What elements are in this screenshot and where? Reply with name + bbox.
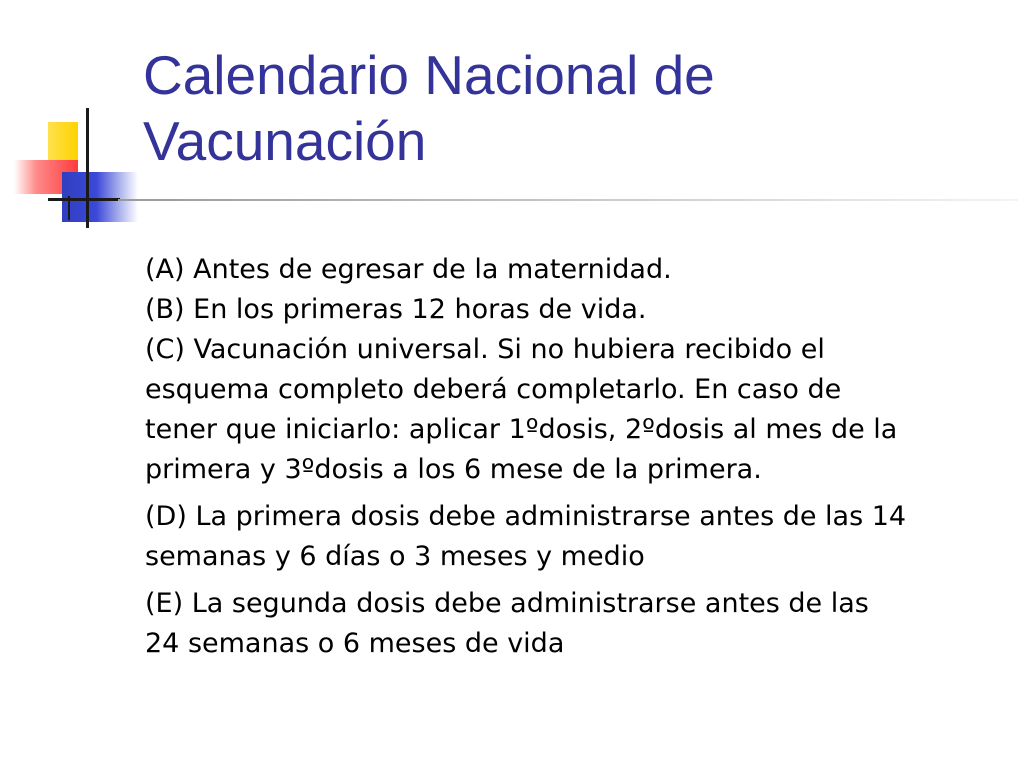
slide-body: [145, 250, 1005, 671]
text-line: (D) La primera dosis debe administrarse antes de las 14: [145, 501, 907, 532]
text-line: esquema completo deberá completarlo. En caso de: [145, 374, 842, 405]
text-line: (C) Vacunación universal. Si no hubiera recibido el: [145, 334, 825, 365]
text-line: tener que iniciarlo: aplicar 1ºdosis, 2ºdosis al mes de la: [145, 414, 898, 445]
decorative-blocks: [0, 0, 140, 240]
slide-title: [143, 42, 1003, 174]
text-line: semanas y 6 días o 3 meses y medio: [145, 541, 645, 572]
slide-title-line-2: Vacunación: [143, 110, 427, 172]
horizontal-rule-dark: [48, 198, 120, 201]
title-underline: [118, 199, 1018, 201]
text-line: 24 semanas o 6 meses de vida: [145, 628, 565, 659]
text-line: (B) En los primeras 12 horas de vida.: [145, 294, 647, 325]
blue-square-decoration: [62, 172, 138, 222]
text-line: (A) Antes de egresar de la maternidad.: [145, 254, 672, 285]
paragraph-d: [145, 497, 1005, 577]
text-line: (E) La segunda dosis debe administrarse antes de las: [145, 588, 869, 619]
paragraph-e: [145, 584, 1005, 664]
paragraph-a-b-c: [145, 250, 1005, 490]
slide-title-line-1: Calendario Nacional de: [143, 44, 715, 106]
vertical-rule: [86, 108, 89, 228]
text-line: primera y 3ºdosis a los 6 mese de la primera.: [145, 454, 762, 485]
